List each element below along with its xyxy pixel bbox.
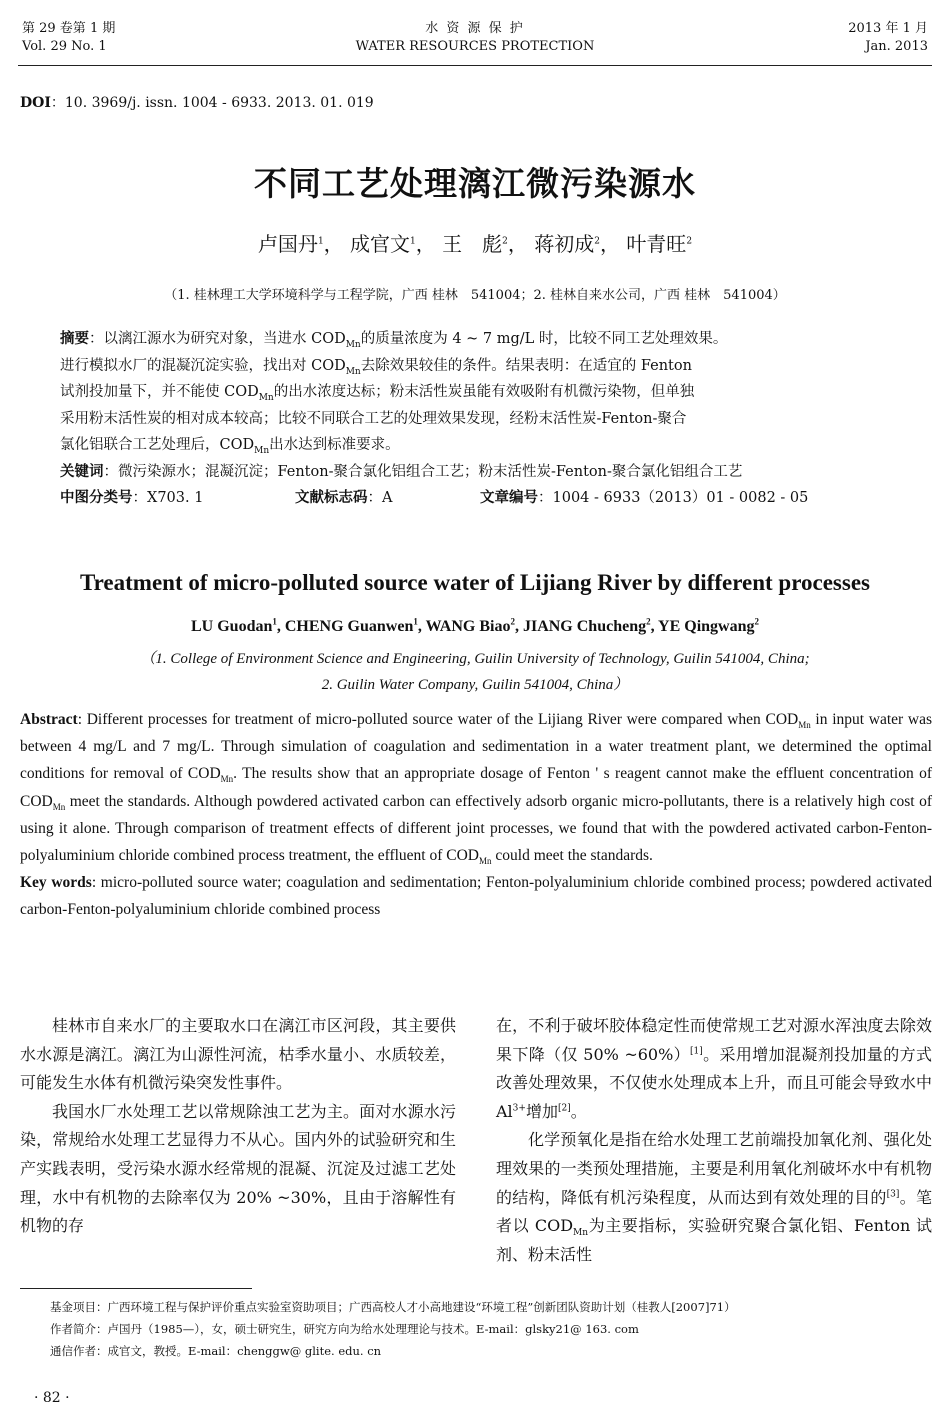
article-no-label: 文章编号 [480,489,538,506]
doi-label: DOI [20,95,51,111]
corresponding-author-note: 通信作者：成官文，教授。E-mail：chenggw@ glite. edu. cn [50,1344,382,1358]
author-en: LU Guodan$^1$ [191,616,277,635]
body-left-column [20,1012,456,1241]
doc-code-value: ：A [367,490,393,506]
paragraph: 在，不利于破坏胶体稳定性而使常规工艺对源水浑浊度去除效果下降（仅 50% ~60%）[1]。采用增加混凝剂投加量的方式改善处理效果，不仅使水处理成本上升，而且可能会导致水中 $Al^{3+}$增加[2]。 [496,1016,932,1121]
clc-value: ：X703. 1 [132,490,204,506]
affiliation-en: （1. College of Environment Science and Engineering, Guilin University of Technology, Guilin 541004, China; 2. Guilin Water Company, Guilin 541004, China） [140,651,810,693]
keywords-en: Key words: micro-polluted source water; coagulation and sedimentation; Fenton-polyaluminium chloride combined process; powdered activated carbon-Fenton-polyaluminium chloride combined process [20,874,932,919]
authors-en: LU Guodan$^1$, CHENG Guanwen$^1$, WANG Biao$^2$, JIANG Chucheng$^2$, YE Qingwang$^2$ [191,616,759,635]
citation-2[interactable]: [2] [557,1103,571,1114]
doi[interactable] [20,92,374,112]
author-en: WANG Biao$^2$ [425,616,515,635]
citation-1[interactable]: [1] [690,1046,703,1057]
header-center [275,20,675,56]
header-volume-cn: 第 29 卷第 1 期 [22,21,116,36]
header-volume-en: Vol. 29 No. 1 [22,39,107,54]
funding-note: 基金项目：广西环境工程与保护评价重点实验室资助项目；广西高校人才小高地建设“环境工程”创新团队资助计划（桂教人[2007]71） [50,1300,736,1314]
abstract-cn-label: 摘要 [60,330,89,347]
header-date-en: Jan. 2013 [865,39,928,54]
doc-code-label: 文献标志码 [295,489,368,506]
title-en: Treatment of micro-polluted source water of Lijiang River by different processes [80,570,870,595]
paragraph: 化学预氧化是指在给水处理工艺前端投加氧化剂、强化处理效果的一类预处理措施，主要是利用氧化剂破坏水中有机物的结构，降低有机污染程度，从而达到有效处理的目的[3]。笔者以 $COD_{Mn}$为主要指标，实验研究聚合氯化铝、Fenton 试剂、粉末活性 [496,1130,932,1264]
body-right-column [496,1012,932,1269]
classification-row [60,485,900,512]
header-right [848,20,928,56]
abstract-cn: 摘要：以漓江源水为研究对象，当进水 $COD_{Mn}$的质量浓度为 4 ~ 7 mg/L 时，比较不同工艺处理效果。 进行模拟水厂的混凝沉淀实验，找出对 $COD_{Mn}$去除效果较佳的条件。结果表明：在适宜的 Fenton 试剂投加量下，并不能使 $COD_{Mn}$的出水浓度达标；粉末活性炭虽能有效吸附有机微污染物，但单独 采用粉末活性炭的相对成本较高；比较不同联合工艺的处理效果发现，经粉末活性炭-Fenton-聚合 氯化铝联合工艺处理后，$COD_{Mn}$出水达到标准要求。 关键词：微污染源水；混凝沉淀；Fenton-聚合氯化铝组合工艺；粉末活性炭-Fenton-聚合氯化铝组合工艺 中图分类号：X703. 1 文献标志码：A 文章编号：1004 - 6933（2013）01 - 0082 - 05 [60,326,900,512]
header-date-cn: 2013 年 1 月 [848,21,928,36]
paragraph: 桂林市自来水厂的主要取水口在漓江市区河段，其主要供水水源是漓江。漓江为山源性河流，枯季水量小、水质较差，可能发生水体有机微污染突发性事件。 [20,1016,456,1093]
author-en: JIANG Chucheng$^2$ [522,616,651,635]
author-bio-note: 作者简介：卢国丹（1985—），女，硕士研究生，研究方向为给水处理理论与技术。E-mail：glsky21@ 163. com [50,1322,639,1336]
footnotes [50,1296,930,1362]
author-en: YE Qingwang$^2$ [658,616,759,635]
clc-label: 中图分类号 [60,489,133,506]
doi-value: ：10. 3969/j. issn. 1004 - 6933. 2013. 01. 019 [50,95,374,111]
article-no-value: ：1004 - 6933（2013）01 - 0082 - 05 [538,490,809,506]
author-cn: 蒋初成$^2$ [534,232,600,256]
keywords-cn: 关键词：微污染源水；混凝沉淀；Fenton-聚合氯化铝组合工艺；粉末活性炭-Fenton-聚合氯化铝组合工艺 [60,462,743,480]
author-cn: 王 彪$^2$ [442,232,508,256]
journal-name-en: WATER RESOURCES PROTECTION [355,39,595,54]
author-cn: 卢国丹$^1$ [257,232,324,256]
footnote-rule [20,1288,252,1289]
abstract-en-label: Abstract [20,711,78,728]
abstract-en: Abstract: Different processes for treatment of micro-polluted source water of the Lijiang River were compared when $COD_{Mn}$ in input water was between 4 mg/L and 7 mg/L. Through simulation of coagulation and sedimentation in a water treatment plant, we determined the optimal conditions for removal of $COD_{Mn}$. The results show that an appropriate dosage of Fenton ' s reagent cannot make the effluent concentration of $COD_{Mn}$ meet the standards. Although powdered activated carbon can effectively adsorb organic micro-pollutants, there is a relatively high cost of using it alone. Through comparison of treatment effects of different joint processes, we found that with the powdered activated carbon-Fenton-polyaluminium chloride combined process treatment, the effluent of $COD_{Mn}$ could meet the standards. Key words: micro-polluted source water; coagulation and sedimentation; Fenton-polyaluminium chloride combined process; powdered activated carbon-Fenton-polyaluminium chloride combined process [20,706,932,924]
citation-3[interactable]: [3] [886,1189,900,1200]
header-rule [18,65,932,66]
author-cn: 成官文$^1$ [350,232,416,256]
header-left [22,20,115,56]
affiliation-cn: （1. 桂林理工大学环境科学与工程学院，广西 桂林 541004；2. 桂林自来水公司，广西 桂林 541004） [164,288,786,303]
journal-name-cn: 水 资 源 保 护 [425,21,525,36]
paragraph: 我国水厂水处理工艺以常规除浊工艺为主。面对水源水污染，常规给水处理工艺显得力不从心。国内外的试验研究和生产实践表明，受污染水源水经常规的混凝、沉淀及过滤工艺处理，水中有机物的去除率仅为 20% ~30%，且由于溶解性有机物的存 [20,1101,456,1236]
author-en: CHENG Guanwen$^1$ [284,616,418,635]
title-cn: 不同工艺处理漓江微污染源水 [254,164,696,203]
author-cn: 叶青旺$^2$ [626,232,693,256]
authors-cn: 卢国丹$^1$， 成官文$^1$， 王 彪$^2$， 蒋初成$^2$， 叶青旺$^2$ [257,232,693,256]
page-number: · 82 · [34,1390,70,1406]
